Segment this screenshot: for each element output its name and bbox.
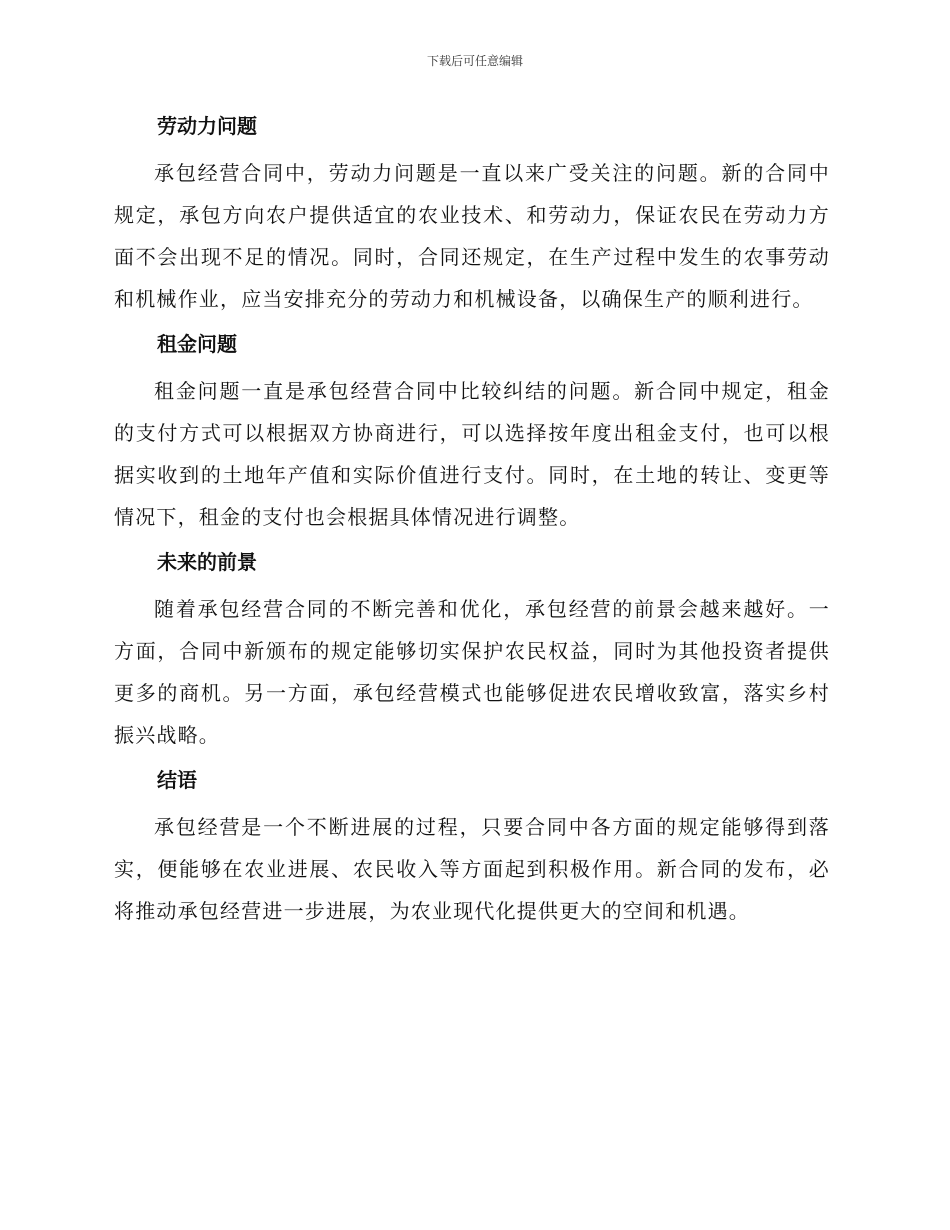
- section-rent: [114, 326, 830, 538]
- section-heading: 未来的前景: [157, 550, 257, 574]
- section-paragraph: 承包经营合同中，劳动力问题是一直以来广受关注的问题。新的合同中规定，承包方向农户提供适宜的农业技术、和劳动力，保证农民在劳动力方面不会出现不足的情况。同时，合同还规定，在生产过程中发生的农事劳动和机械作业，应当安排充分的劳动力和机械设备，以确保生产的顺利进行。: [114, 161, 830, 311]
- section-heading: 结语: [157, 768, 197, 792]
- section-paragraph: 租金问题一直是承包经营合同中比较纠结的问题。新合同中规定，租金的支付方式可以根据双方协商进行，可以选择按年度出租金支付，也可以根据实收到的土地年产值和实际价值进行支付。同时，在土地的转让、变更等情况下，租金的支付也会根据具体情况进行调整。: [114, 379, 830, 529]
- header-note: 下载后可任意编辑: [426, 54, 523, 68]
- section-paragraph: 承包经营是一个不断进展的过程，只要合同中各方面的规定能够得到落实，便能够在农业进展、农民收入等方面起到积极作用。新合同的发布，必将推动承包经营进一步进展，为农业现代化提供更大的空间和机遇。: [114, 815, 830, 923]
- section-labor: [114, 108, 830, 320]
- section-outlook: [114, 544, 830, 756]
- section-paragraph: 随着承包经营合同的不断完善和优化，承包经营的前景会越来越好。一方面，合同中新颁布的规定能够切实保护农民权益，同时为其他投资者提供更多的商机。另一方面，承包经营模式也能够促进农民增收致富，落实乡村振兴战略。: [114, 597, 830, 747]
- document-body: [114, 108, 830, 938]
- section-heading: 劳动力问题: [157, 114, 257, 138]
- section-conclusion: [114, 762, 830, 932]
- section-heading: 租金问题: [157, 332, 237, 356]
